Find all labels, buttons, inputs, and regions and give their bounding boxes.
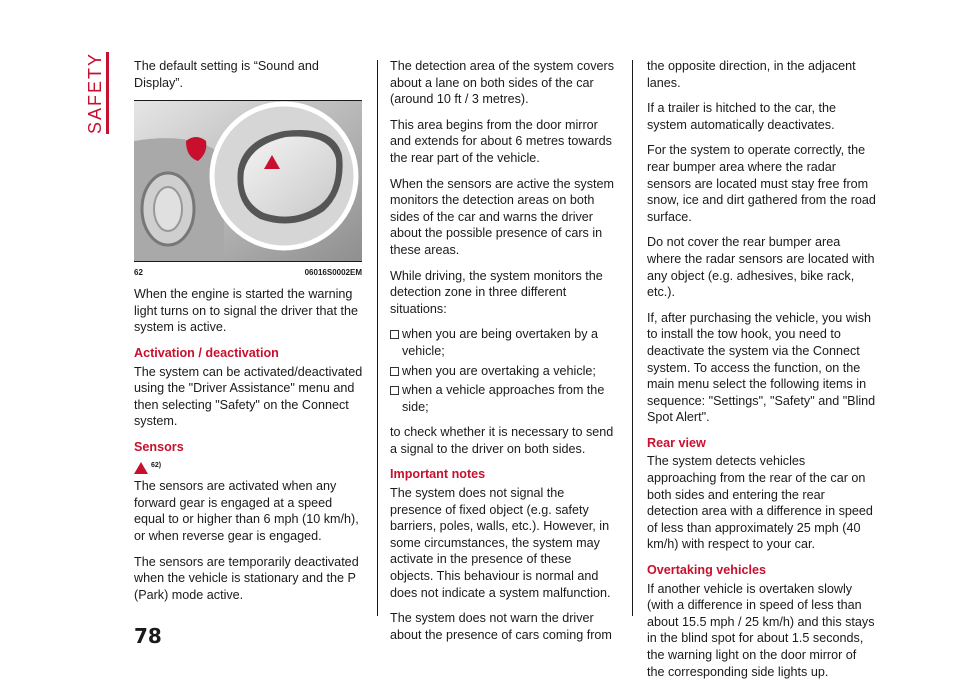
warning-ref-number: 62) bbox=[151, 461, 162, 469]
section-label: SAFETY bbox=[85, 51, 105, 134]
paragraph: If, after purchasing the vehicle, you wish to install the tow hook, you need to deactivate the system via the Connect system. To access the function, on the main menu select the following items in sequence: "Settings", "Safety" and "Blind Spot Alert". bbox=[647, 310, 876, 425]
heading-rear-view: Rear view bbox=[647, 435, 706, 450]
paragraph: When the sensors are active the system monitors the detection areas on both sides of the car and warns the driver about the possible presence of cars in these areas. bbox=[390, 176, 614, 257]
paragraph: the opposite direction, in the adjacent lanes. bbox=[647, 59, 856, 90]
column-divider bbox=[377, 60, 378, 616]
paragraph: If another vehicle is overtaken slowly (with a difference in speed of less than about 15.5 mph / 25 km/h) and this stays in the blind spot for about 1.5 seconds, the warning light on the door mirror of the corresponding side lights up. bbox=[647, 581, 875, 679]
paragraph: If a trailer is hitched to the car, the system automatically deactivates. bbox=[647, 101, 837, 132]
list-item: when you are being overtaken by a vehicle; bbox=[390, 326, 618, 359]
paragraph: The detection area of the system covers about a lane on both sides of the car (around 10 ft / 3 metres). bbox=[390, 59, 615, 107]
heading-overtaking: Overtaking vehicles bbox=[647, 563, 767, 578]
heading-sensors: Sensors bbox=[134, 439, 184, 454]
list-item: when you are overtaking a vehicle; bbox=[390, 363, 618, 380]
paragraph: The system does not signal the presence of fixed object (e.g. safety barriers, poles, walls, etc.). However, in some circumstances, the system may activate in the presence of these objects. This behaviour is normal and does not indicate a system malfunction. bbox=[390, 486, 611, 600]
mirror-illustration bbox=[134, 100, 362, 261]
paragraph: to check whether it is necessary to send a signal to the driver on both sides. bbox=[390, 425, 614, 456]
paragraph: When the engine is started the warning light turns on to signal the driver that the system is active. bbox=[134, 287, 359, 335]
figure-number: 62 bbox=[134, 268, 143, 278]
paragraph: The system detects vehicles approaching from the rear of the car on both sides and entering the rear detection area with a difference in speed of less than approximately 25 mph (40 km/h) with respect to your car. bbox=[647, 454, 873, 552]
paragraph: Do not cover the rear bumper area where the radar sensors are located with any object (e.g. adhesives, bike rack, etc.). bbox=[647, 235, 875, 300]
paragraph: The sensors are activated when any forward gear is engaged at a speed equal to or higher than 6 mph (10 km/h), or when reverse gear is engaged. bbox=[134, 479, 359, 543]
column-divider bbox=[632, 60, 633, 616]
situations-list bbox=[390, 326, 618, 415]
page-number: 78 bbox=[134, 624, 162, 648]
heading-important-notes: Important notes bbox=[390, 467, 486, 482]
figure-code: 06016S0002EM bbox=[304, 268, 362, 278]
paragraph: The sensors are temporarily deactivated when the vehicle is stationary and the P (Park) mode active. bbox=[134, 554, 359, 602]
heading-activation: Activation / deactivation bbox=[134, 345, 279, 360]
warning-triangle-icon bbox=[134, 462, 148, 474]
column-2 bbox=[390, 58, 618, 652]
paragraph: The system can be activated/deactivated using the "Driver Assistance" menu and then selecting "Safety" on the Connect system. bbox=[134, 364, 363, 429]
list-item: when a vehicle approaches from the side; bbox=[390, 382, 618, 415]
paragraph: While driving, the system monitors the detection zone in three different situations: bbox=[390, 268, 603, 316]
paragraph: The default setting is “Sound and Display”. bbox=[134, 59, 319, 90]
paragraph: For the system to operate correctly, the rear bumper area where the radar sensors are located must stay free from snow, ice and dirt gathered from the road surface. bbox=[647, 143, 876, 224]
warning-reference bbox=[134, 458, 364, 475]
paragraph: The system does not warn the driver about the presence of cars coming from bbox=[390, 611, 612, 642]
section-tab bbox=[84, 52, 110, 134]
figure-62 bbox=[134, 100, 362, 276]
paragraph: This area begins from the door mirror and extends for about 6 metres towards the rear part of the vehicle. bbox=[390, 117, 612, 165]
figure-caption bbox=[134, 261, 362, 278]
column-3 bbox=[647, 58, 877, 689]
mirror-illustration-svg bbox=[134, 101, 362, 261]
section-rule bbox=[106, 52, 109, 134]
column-1 bbox=[134, 58, 364, 612]
